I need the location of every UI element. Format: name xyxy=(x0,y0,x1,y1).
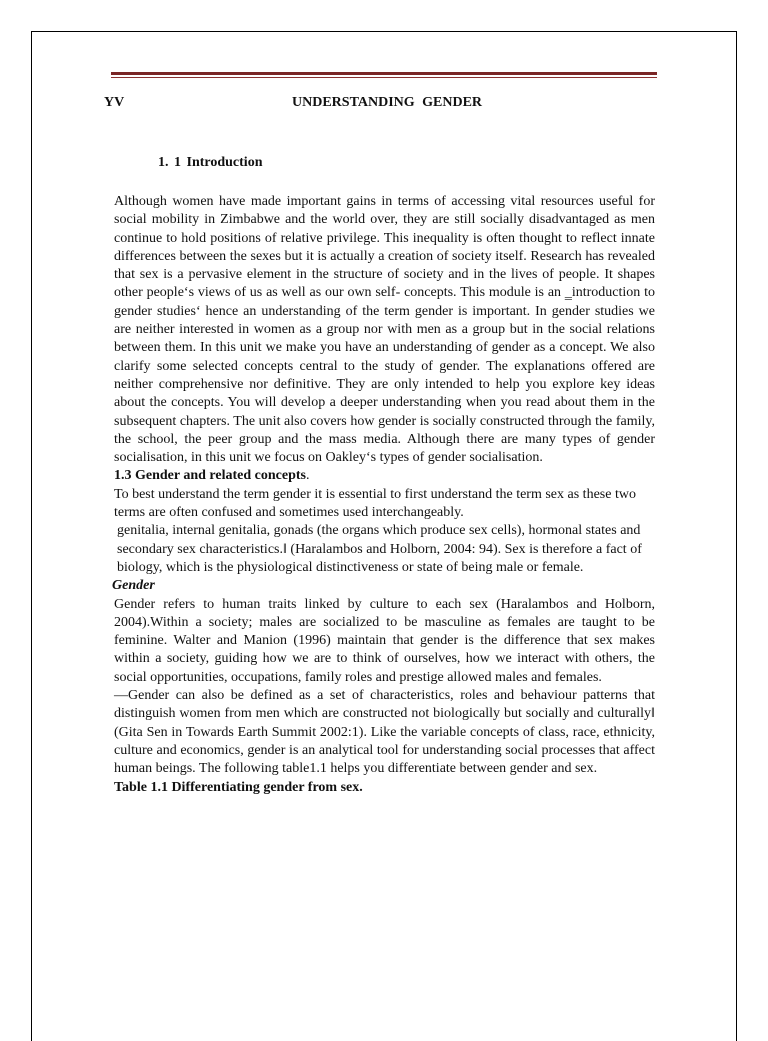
body-text xyxy=(114,193,655,797)
section-heading: 1. 1 Introduction xyxy=(158,155,263,170)
page-title: UNDERSTANDING GENDER xyxy=(292,95,483,110)
gender-heading: Gender xyxy=(112,578,155,594)
gender-paragraph-1: Gender refers to human traits linked by culture to each sex (Haralambos and Holborn, 2004).Within a society; males are socialized to be masculine as females are taught to be feminine. Walter and Manion (1996) maintain that gender is the difference that sex makes within a society, guiding how we are to think of ourselves, how we interact with others, the social opportunities, occupations, family roles and prestige allowed males and females. xyxy=(114,596,655,685)
subheading-concepts-period: . xyxy=(305,468,310,484)
header-rule-thick xyxy=(111,72,657,75)
table-caption: Table 1.1 Differentiating gender from sex. xyxy=(114,779,363,795)
subheading-concepts-text: 1.3 Gender and related concepts xyxy=(114,468,306,484)
header-rule-thin xyxy=(111,77,657,78)
sex-paragraph: genitalia, internal genitalia, gonads (the organs which produce sex cells), hormonal states and secondary sex characteristics.‖ (Haralambos and Holborn, 2004: 94). Sex is therefore a fact of biology, which is the physiological distinctiveness or state of being male or female. xyxy=(117,523,642,575)
subheading-concepts xyxy=(114,467,655,485)
gender-paragraph-2: ―Gender can also be defined as a set of characteristics, roles and behaviour patterns that distinguish women from men which are constructed not biologically but socially and culturally‖ (Gita Sen in Towards Earth Summit 2002:1). Like the variable concepts of class, race, ethnicity, culture and economics, gender is an analytical tool for understanding social processes that affect human beings. The following table1.1 helps you differentiate between gender and sex. xyxy=(114,688,655,777)
intro-paragraph: Although women have made important gains in terms of accessing vital resources useful for social mobility in Zimbabwe and the world over, they are still socially disadvantaged as men continue to hold positions of relative privilege. This inequality is often thought to reflect innate differences between the sexes but it is actually a creation of society itself. Research has revealed that sex is a pervasive element in the structure of society and in the lives of people. It shapes other people‘s views of us as well as our own self- concepts. This module is an ‗introduction to gender studies‘ hence an understanding of the term gender is important. In gender studies we are neither interested in women as a group nor with men as a group but in the social relations between them. In this unit we make you have an understanding of gender as a concept. We also clarify some selected concepts central to the study of gender. The explanations offered are neither comprehensive nor definitive. They are only intended to help you explore key ideas about the concepts. You will develop a deeper understanding when you read about them in the subsequent chapters. The unit also covers how gender is socially constructed through the family, the school, the peer group and the mass media. Although there are many types of gender socialisation, in this unit we focus on Oakley‘s types of gender socialisation. xyxy=(114,194,655,466)
concepts-paragraph: To best understand the term gender it is essential to first understand the term sex as these two terms are often confused and sometimes used interchangeably. xyxy=(114,486,636,521)
header-code: YV xyxy=(104,95,125,110)
